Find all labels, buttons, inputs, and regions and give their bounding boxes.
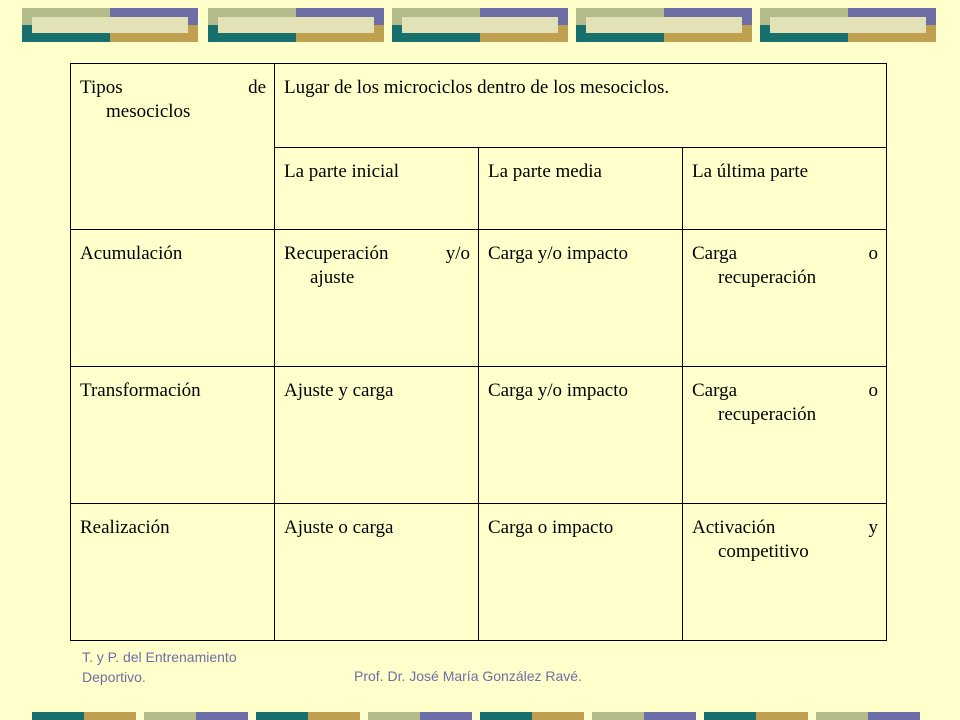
row-last-cell: Activación y competitivo [683,504,887,641]
row-type-cell: Realización [71,504,275,641]
row-initial-cell: Recuperación y/o ajuste [275,230,479,367]
row-middle-cell: Carga y/o impacto [479,230,683,367]
footer-author: Prof. Dr. José María González Ravé. [354,668,582,684]
bottom-decorative-band [32,712,948,720]
mesocycle-table [70,63,887,641]
row-initial-cell: Ajuste o carga [275,504,479,641]
row-initial-cell: Ajuste y carga [275,367,479,504]
header-cell-types: Tipos de mesociclos [71,64,275,230]
header-cell-place-title: Lugar de los microciclos dentro de los mesociclos. [275,64,887,148]
decor-block [392,8,568,42]
decor-block [208,8,384,42]
table-row [71,367,887,504]
table-row [71,230,887,367]
row-type-cell: Acumulación [71,230,275,367]
decor-block [22,8,198,42]
row-last-cell: Carga o recuperación [683,367,887,504]
row-middle-cell: Carga o impacto [479,504,683,641]
subheader-last: La última parte [683,148,887,230]
row-last-cell: Carga o recuperación [683,230,887,367]
subheader-initial: La parte inicial [275,148,479,230]
footer-course-title: T. y P. del Entrenamiento Deportivo. [82,649,237,685]
table-row [71,504,887,641]
decor-block [760,8,936,42]
row-type-cell: Transformación [71,367,275,504]
subheader-middle: La parte media [479,148,683,230]
decor-block [576,8,752,42]
top-decorative-band [22,8,942,42]
row-middle-cell: Carga y/o impacto [479,367,683,504]
